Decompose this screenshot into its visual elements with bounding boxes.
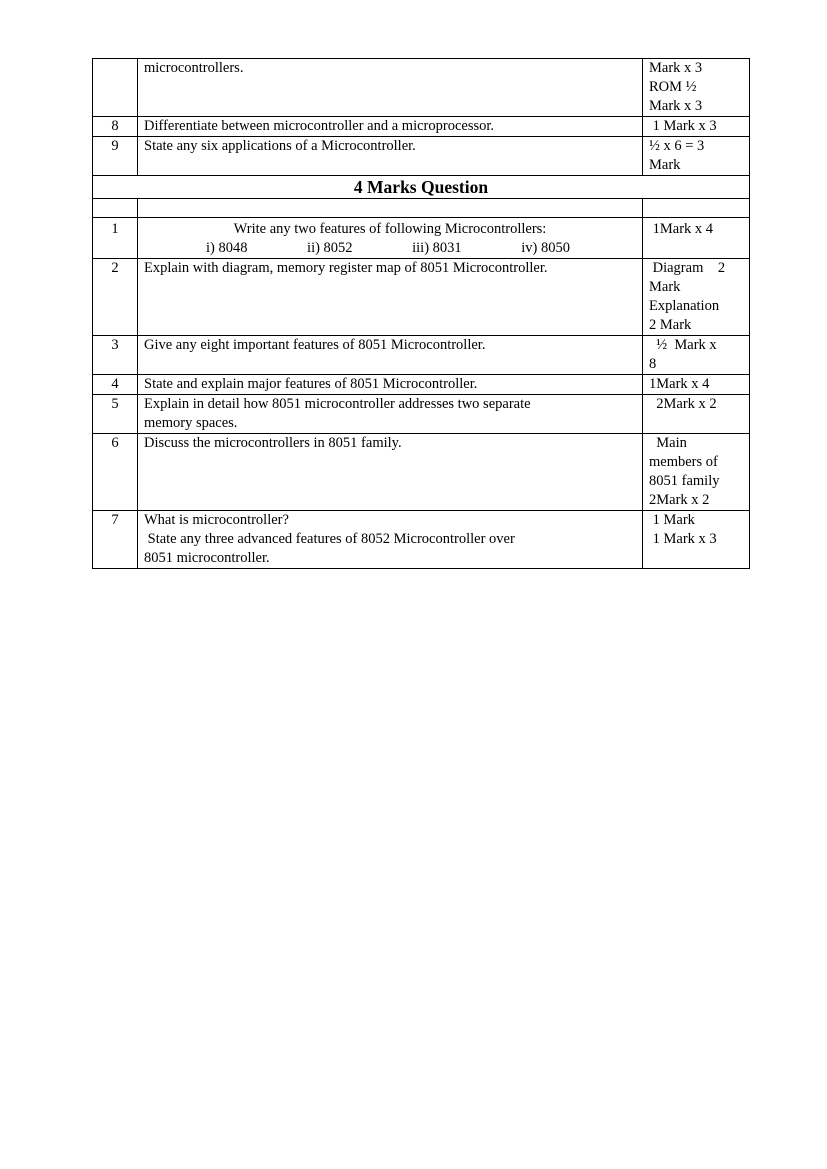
table-row [93,59,750,117]
question-line: Differentiate between microcontroller and a microprocessor. [144,118,495,134]
marks-line: 1 Mark x 3 [649,531,717,547]
question-number: 7 [93,511,138,569]
marks-line: 2 Mark [649,317,692,333]
marks-line: 1 Mark x 3 [649,118,717,134]
table-row [93,375,750,395]
section-header-row [93,176,750,199]
question-number: 6 [93,434,138,511]
question-text [138,336,643,375]
question-table [92,58,750,569]
question-line: Explain in detail how 8051 microcontroller addresses two separate [144,396,531,412]
marks-cell [643,137,750,176]
marks-line: Mark x 3 [649,98,703,114]
question-number: 5 [93,395,138,434]
question-line: What is microcontroller? [144,512,289,528]
question-line: memory spaces. [144,415,238,431]
question-text [138,511,643,569]
empty-cell [93,199,138,218]
marks-line: 2Mark x 2 [649,492,710,508]
question-line: Give any eight important features of 8051 Microcontroller. [144,337,486,353]
question-text [138,137,643,176]
marks-line: Diagram 2 [649,260,726,276]
marks-line: Mark x 3 [649,60,703,76]
question-line: Explain with diagram, memory register map of 8051 Microcontroller. [144,260,548,276]
marks-line: ROM ½ [649,79,697,95]
marks-line: 8051 family [649,473,720,489]
marks-line: Explanation [649,298,720,314]
table-row [93,395,750,434]
question-number [93,59,138,117]
marks-line: ½ Mark x [649,337,717,353]
question-text [138,117,643,137]
options-line [144,239,636,258]
marks-cell [643,117,750,137]
question-text [138,259,643,336]
marks-line: Mark [649,157,681,173]
question-text [138,434,643,511]
question-number: 9 [93,137,138,176]
marks-cell [643,59,750,117]
marks-line: 1 Mark [649,512,695,528]
question-text [138,395,643,434]
question-number: 4 [93,375,138,395]
marks-cell [643,259,750,336]
question-line: 8051 microcontroller. [144,550,270,566]
question-number: 2 [93,259,138,336]
marks-line: 1Mark x 4 [649,221,714,237]
table-row [93,511,750,569]
option: i) 8048 [206,240,248,256]
marks-cell [643,395,750,434]
question-line: Discuss the microcontrollers in 8051 family. [144,435,402,451]
section-title: 4 Marks Question [93,176,750,199]
table-row [93,137,750,176]
empty-cell [138,199,643,218]
table-row [93,434,750,511]
question-line: State and explain major features of 8051 Microcontroller. [144,376,478,392]
question-number: 1 [93,218,138,259]
marks-line: ½ x 6 = 3 [649,138,705,154]
table-row [93,259,750,336]
marks-line: 2Mark x 2 [649,396,717,412]
marks-cell [643,218,750,259]
question-number: 3 [93,336,138,375]
marks-line: 1Mark x 4 [649,376,710,392]
table-row [93,117,750,137]
spacer-row [93,199,750,218]
question-line: Write any two features of following Microcontrollers: [233,221,547,237]
marks-cell [643,511,750,569]
question-text [138,218,643,259]
marks-cell [643,336,750,375]
question-text [138,59,643,117]
option: iv) 8050 [521,240,570,256]
marks-line: members of [649,454,718,470]
question-line: State any six applications of a Microcontroller. [144,138,416,154]
option: ii) 8052 [307,240,353,256]
empty-cell [643,199,750,218]
question-line: microcontrollers. [144,60,244,76]
marks-line: Mark [649,279,681,295]
marks-line: Main [649,435,687,451]
question-line: State any three advanced features of 8052 Microcontroller over [144,531,515,547]
marks-cell [643,434,750,511]
marks-line: 8 [649,356,657,372]
table-row [93,218,750,259]
option: iii) 8031 [412,240,462,256]
table-row [93,336,750,375]
question-text [138,375,643,395]
marks-cell [643,375,750,395]
question-number: 8 [93,117,138,137]
